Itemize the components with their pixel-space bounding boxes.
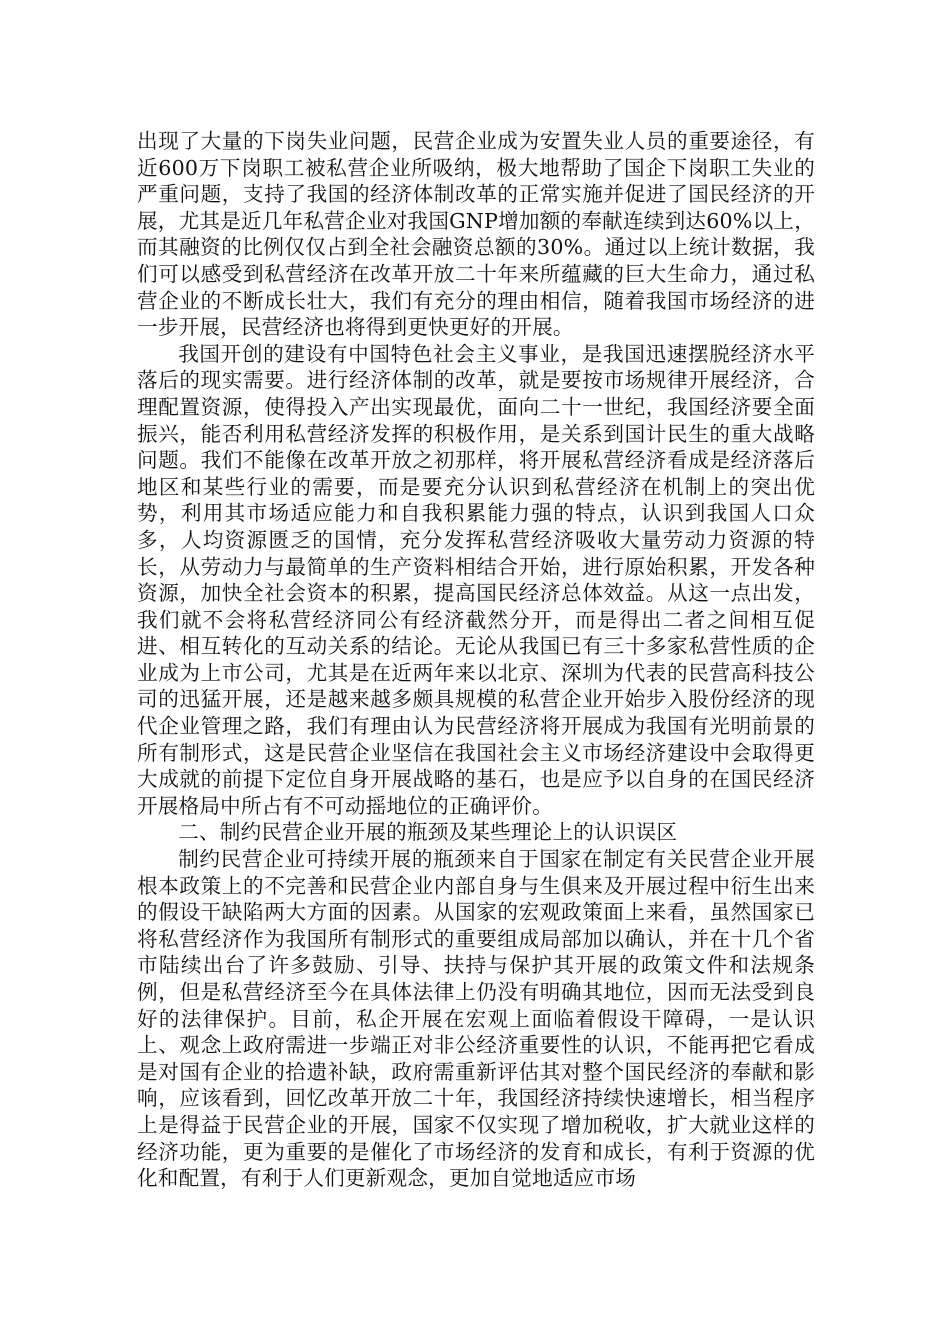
paragraph-private-economy-strategy: 我国开创的建设有中国特色社会主义事业，是我国迅速摆脱经济水平落后的现实需要。进行经济体制的改革，就是要按市场规律开展经济，合理配置资源，使得投入产出实现最优，面向二十一世纪，我国经济要全面振兴，能否利用私营经济发挥的积极作用，是关系到国计民生的重大战略问题。我们不能像在改革开放之初那样，将开展私营经济看成是经济落后地区和某些行业的需要，而是要充分认识到私营经济在机制上的突出优势，利用其市场适应能力和自我积累能力强的特点，认识到我国人口众多，人均资源匮乏的国情，充分发挥私营经济吸收大量劳动力资源的特长，从劳动力与最简单的生产资料相结合开始，进行原始积累，开发各种资源，加快全社会资本的积累，提高国民经济总体效益。从这一点出发，我们就不会将私营经济同公有经济截然分开，而是得出二者之间相互促进、相互转化的互动关系的结论。无论从我国已有三十多家私营性质的企业成为上市公司，尤其是在近两年来以北京、深圳为代表的民营高科技公司的迅猛开展，还是越来越多颇具规模的私营企业开始步入股份经济的现代企业管理之路，我们有理由认为民营经济将开展成为我国有光明前景的所有制形式，这是民营企业坚信在我国社会主义市场经济建设中会取得更大成就的前提下定位自身开展战略的基石，也是应予以自身的在国民经济开展格局中所占有不可动摇地位的正确评价。	[137, 341, 815, 818]
body-text	[137, 128, 815, 1192]
paragraph-bottlenecks: 制约民营企业可持续开展的瓶颈来自于国家在制定有关民营企业开展根本政策上的不完善和民营企业内部自身与生俱来及开展过程中衍生出来的假设干缺陷两大方面的因素。从国家的宏观政策面上来看，虽然国家已将私营经济作为我国所有制形式的重要组成局部加以确认，并在十几个省市陆续出台了许多鼓励、引导、扶持与保护其开展的政策文件和法规条例，但是私营经济至今在具体法律上仍没有明确其地位，因而无法受到良好的法律保护。目前，私企开展在宏观上面临着假设干障碍，一是认识上、观念上政府需进一步端正对非公经济重要性的认识，不能再把它看成是对国有企业的拾遗补缺，政府需重新评估其对整个国民经济的奉献和影响，应该看到，回忆改革开放二十年，我国经济持续快速增长，相当程序上是得益于民营企业的开展，国家不仅实现了增加税收，扩大就业这样的经济功能，更为重要的是催化了市场经济的发育和成长，有利于资源的优化和配置，有利于人们更新观念，更加自觉地适应市场	[137, 847, 815, 1191]
section-heading: 二、制约民营企业开展的瓶颈及某些理论上的认识误区	[178, 820, 678, 845]
paragraph-continuation: 出现了大量的下岗失业问题，民营企业成为安置失业人员的重要途径，有近600万下岗职工被私营企业所吸纳，极大地帮助了国企下岗职工失业的严重问题，支持了我国的经济体制改革的正常实施并促进了国民经济的开展，尤其是近几年私营企业对我国GNP增加额的奉献连续到达60%以上，而其融资的比例仅仅占到全社会融资总额的30%。通过以上统计数据，我们可以感受到私营经济在改革开放二十年来所蕴藏的巨大生命力，通过私营企业的不断成长壮大，我们有充分的理由相信，随着我国市场经济的进一步开展，民营经济也将得到更快更好的开展。	[137, 129, 815, 340]
